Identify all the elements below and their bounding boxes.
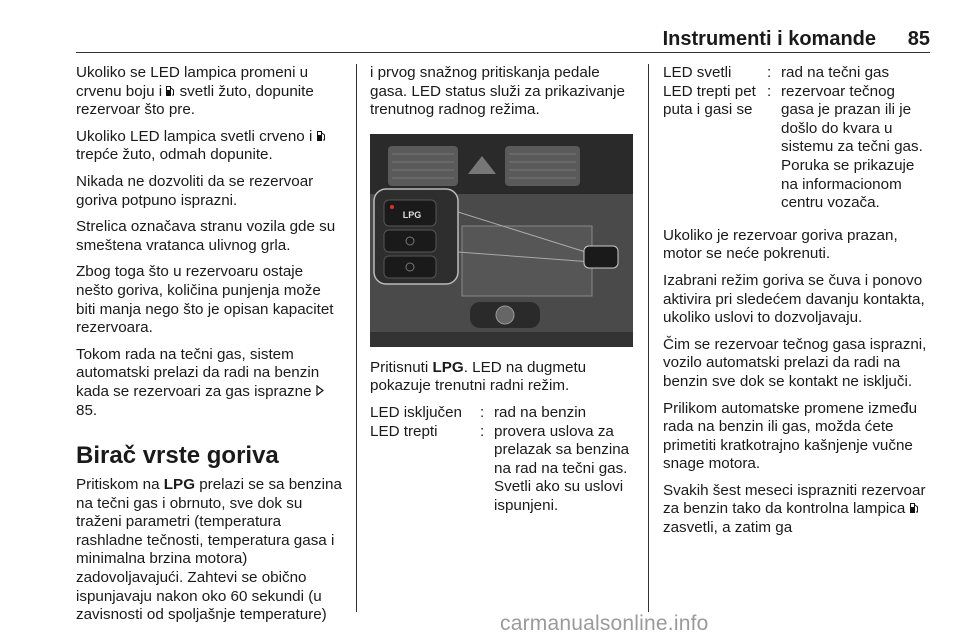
paragraph: Prilikom automatske promene između rada na benzin ili gas, možda ćete primetiti kratkotrajno kašnjenje vučne snage motora. (663, 399, 918, 473)
paragraph: Svakih šest meseci isprazniti rezervoar za benzin tako da kontrolna lampica zasvetli, a zatim ga (663, 481, 926, 537)
list-item: LED trepti pet puta i gasi se : rezervoar tečnog gasa je prazan ili je došlo do kvara u sistemu za tečni gas. Poruka se prikazuje na informacionom centru vozača. (663, 82, 923, 212)
list-item: LED trepti : provera uslova za prelazak sa benzina na rad na tečni gas. Svetli ako su uslovi ispunjeni. (370, 422, 630, 514)
page-number: 85 (907, 28, 930, 50)
column-left (76, 64, 342, 633)
paragraph: Ukoliko se LED lampica promeni u crvenu boju i svetli žuto, dopunite rezervoar što pre. (76, 64, 314, 119)
paragraph: Ukoliko LED lampica svetli crveno i trepće žuto, odmah dopunite. (76, 128, 342, 165)
list-item: LED isključen : rad na benzin (370, 403, 587, 421)
paragraph: Čim se rezervoar tečnog gasa isprazni, vozilo automatski prelazi da radi na benzin sve dok se kontakt ne isključi. (663, 335, 927, 390)
page-reference-arrow-icon (316, 383, 325, 402)
fuel-pump-icon (910, 501, 919, 513)
paragraph: Tokom rada na tečni gas, sistem automatski prelazi da radi na benzin kada se rezervoari za gas isprazne 85. (76, 346, 342, 420)
page-reference-link[interactable]: 85. (76, 401, 98, 419)
section-title: Instrumenti i komande (662, 28, 876, 50)
paragraph: Strelica označava stranu vozila gde su smeštena vratanca ulivnog grla. (76, 218, 336, 254)
column-middle (370, 64, 633, 524)
paragraph: i prvog snažnog pritiskanja pedale gasa. LED status služi za prikazivanje trenutnog radnog režima. (370, 64, 625, 119)
header-divider (76, 52, 930, 53)
column-divider (356, 64, 357, 612)
paragraph: Pritiskom na LPG prelazi se sa benzina na tečni gas i obrnuto, sve dok su traženi parametri (temperatura rashladne tečnosti, temperatura gasa i minimalna brzina motora) zadovoljavajući. Zahtevi se obično ispunjavaju nakon oko 60 sekundi (u zavisnosti od spoljašnje temperature) (76, 476, 342, 624)
list-item: LED svetli : rad na tečni gas (663, 64, 890, 81)
led-status-list (370, 404, 633, 516)
paragraph: Pritisnuti LPG. LED na dugmetu pokazuje trenutni radni režim. (370, 358, 587, 395)
photo-lpg-label: LPG (402, 209, 422, 220)
paragraph: Ukoliko je rezervoar goriva prazan, motor se neće pokrenuti. (663, 226, 898, 263)
led-status-list (663, 64, 930, 213)
fuel-pump-icon (317, 129, 326, 141)
paragraph: Izabrani režim goriva se čuva i ponovo aktivira pri sledećem davanju kontakta, ukoliko uslovi to dozvoljavaju. (663, 271, 925, 327)
watermark: carmanualsonline.info (500, 612, 709, 635)
paragraph: Zbog toga što u rezervoaru ostaje nešto goriva, količina punjenja može biti manja nego što je opisan kapacitet rezervoara. (76, 263, 334, 337)
section-heading: Birač vrste goriva (76, 442, 279, 470)
column-divider (648, 64, 649, 612)
page-header (0, 0, 960, 50)
paragraph: Nikada ne dozvoliti da se rezervoar goriva potpuno isprazni. (76, 172, 314, 209)
dashboard-lpg-button-photo (370, 134, 633, 347)
fuel-pump-icon (166, 84, 175, 96)
column-right (663, 64, 930, 546)
